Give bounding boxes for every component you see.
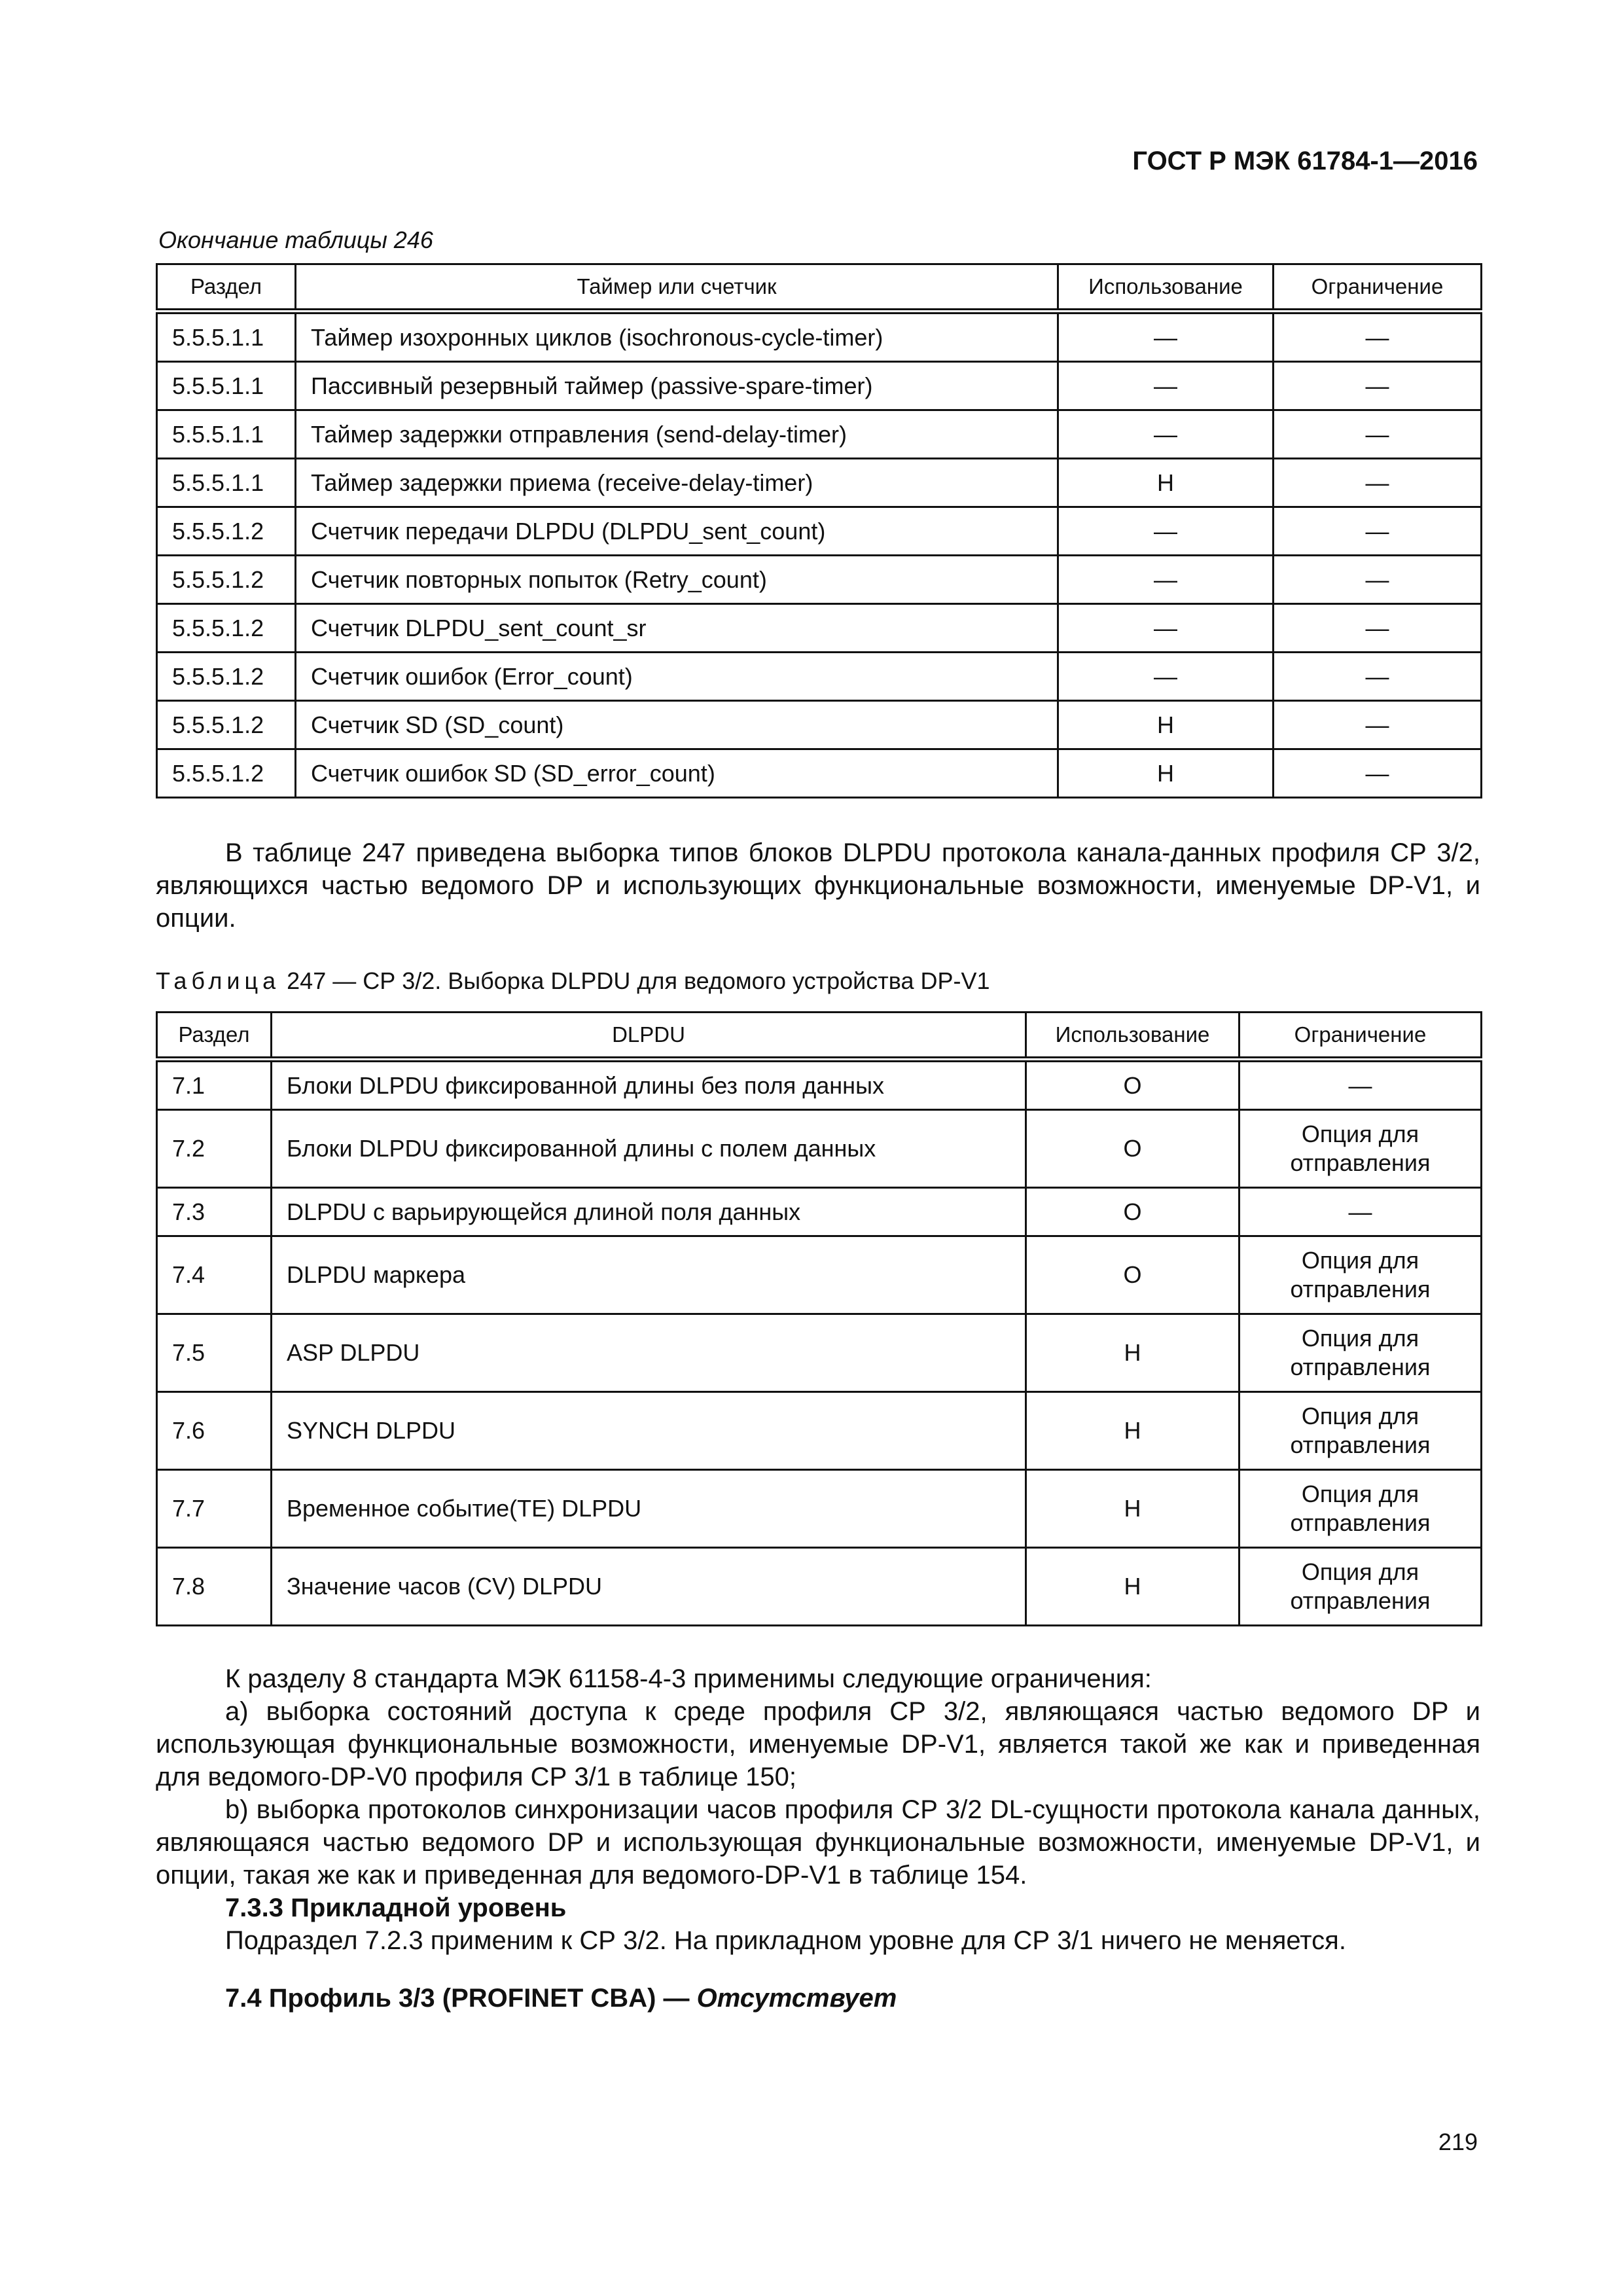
table-246-row [157, 362, 1482, 410]
timer-counter-cell: Счетчик повторных попыток (Retry_count) [296, 556, 1058, 604]
section-cell: 5.5.5.1.1 [157, 459, 296, 507]
restriction-cell: — [1274, 410, 1482, 459]
table-246-row [157, 556, 1482, 604]
restriction-cell: Опция для отправления [1240, 1548, 1482, 1626]
dlpdu-cell: Временное событие(TE) DLPDU [272, 1470, 1026, 1548]
usage-cell: Н [1026, 1392, 1240, 1470]
section-cell: 7.2 [157, 1110, 272, 1188]
usage-cell: О [1026, 1060, 1240, 1110]
timer-counter-cell: Счетчик SD (SD_count) [296, 701, 1058, 749]
dlpdu-cell: ASP DLPDU [272, 1314, 1026, 1392]
restriction-a: а) выборка состояний доступа к среде профиля СР 3/2, являющаяся частью ведомого DP и использующая функциональные возможности, именуемые DP-V1, является такой же как и приведенная для ведомого-DP-V0 профиля СР 3/1 в таблице 150; [156, 1697, 1480, 1791]
dlpdu-cell: Блоки DLPDU фиксированной длины с полем данных [272, 1110, 1026, 1188]
restriction-cell: — [1274, 312, 1482, 362]
restriction-cell: — [1274, 653, 1482, 701]
column-header: Раздел [157, 264, 296, 312]
heading-7-4-status: Отсутствует [696, 1984, 897, 2013]
column-header: DLPDU [272, 1013, 1026, 1060]
timer-counter-cell: Таймер изохронных циклов (isochronous-cycle-timer) [296, 312, 1058, 362]
section-cell: 5.5.5.1.1 [157, 410, 296, 459]
usage-cell: Н [1058, 701, 1274, 749]
table-246-row [157, 653, 1482, 701]
table-246-row [157, 459, 1482, 507]
usage-cell: О [1026, 1236, 1240, 1314]
usage-cell: — [1058, 653, 1274, 701]
usage-cell: О [1026, 1188, 1240, 1236]
restriction-cell: — [1274, 556, 1482, 604]
table-246-continuation-caption: Окончание таблицы 246 [158, 226, 433, 253]
table-247 [156, 1011, 1482, 1626]
timer-counter-cell: Счетчик ошибок (Error_count) [296, 653, 1058, 701]
column-header: Использование [1058, 264, 1274, 312]
usage-cell: Н [1058, 749, 1274, 798]
restriction-cell: Опция для отправления [1240, 1110, 1482, 1188]
timer-counter-cell: Счетчик передачи DLPDU (DLPDU_sent_count) [296, 507, 1058, 556]
table-247-row [157, 1548, 1482, 1626]
section-cell: 7.8 [157, 1548, 272, 1626]
section-heading-7-4 [156, 1982, 1480, 2015]
restriction-cell: — [1274, 362, 1482, 410]
dlpdu-cell: DLPDU с варьирующейся длиной поля данных [272, 1188, 1026, 1236]
usage-cell: Н [1058, 459, 1274, 507]
timer-counter-cell: Таймер задержки приема (receive-delay-timer) [296, 459, 1058, 507]
restriction-cell: — [1274, 604, 1482, 653]
table-246-header-row [157, 264, 1482, 312]
table-246-row [157, 604, 1482, 653]
timer-counter-cell: Счетчик ошибок SD (SD_error_count) [296, 749, 1058, 798]
intro-paragraph: В таблице 247 приведена выборка типов блоков DLPDU протокола канала-данных профиля СР 3/2, являющихся частью ведомого DP и использующих функциональные возможности, именуемые DP-V1, и опции. [156, 838, 1480, 933]
usage-cell: — [1058, 312, 1274, 362]
table-246-row [157, 701, 1482, 749]
page-number: 219 [1438, 2128, 1478, 2155]
restrictions-intro: К разделу 8 стандарта МЭК 61158-4-3 применимы следующие ограничения: [225, 1664, 1152, 1693]
section-cell: 5.5.5.1.2 [157, 604, 296, 653]
restriction-cell: — [1240, 1060, 1482, 1110]
dlpdu-cell: DLPDU маркера [272, 1236, 1026, 1314]
heading-7-4-title: 7.4 Профиль 3/3 (PROFINET CBA) — [225, 1984, 697, 2013]
column-header: Раздел [157, 1013, 272, 1060]
restriction-cell: Опция для отправления [1240, 1470, 1482, 1548]
timer-counter-cell: Таймер задержки отправления (send-delay-timer) [296, 410, 1058, 459]
usage-cell: — [1058, 362, 1274, 410]
restriction-cell: — [1274, 701, 1482, 749]
table-247-row [157, 1060, 1482, 1110]
section-cell: 7.3 [157, 1188, 272, 1236]
section-cell: 5.5.5.1.1 [157, 312, 296, 362]
table-246-row [157, 312, 1482, 362]
dlpdu-cell: SYNCH DLPDU [272, 1392, 1026, 1470]
table-246-row [157, 410, 1482, 459]
timer-counter-cell: Счетчик DLPDU_sent_count_sr [296, 604, 1058, 653]
table-247-row [157, 1392, 1482, 1470]
restriction-cell: — [1240, 1188, 1482, 1236]
table-247-row [157, 1188, 1482, 1236]
usage-cell: Н [1026, 1470, 1240, 1548]
section-cell: 5.5.5.1.2 [157, 701, 296, 749]
section-cell: 5.5.5.1.2 [157, 749, 296, 798]
table-247-row [157, 1470, 1482, 1548]
restriction-cell: — [1274, 749, 1482, 798]
table-246 [156, 263, 1482, 798]
table-246-row [157, 749, 1482, 798]
column-header: Таймер или счетчик [296, 264, 1058, 312]
section-cell: 5.5.5.1.2 [157, 507, 296, 556]
usage-cell: — [1058, 604, 1274, 653]
table-247-row [157, 1110, 1482, 1188]
column-header: Ограничение [1240, 1013, 1482, 1060]
section-cell: 5.5.5.1.2 [157, 653, 296, 701]
section-cell: 7.7 [157, 1470, 272, 1548]
restriction-b: b) выборка протоколов синхронизации часов профиля СР 3/2 DL-сущности протокола канала данных, являющаяся частью ведомого DP и использующая функциональные возможности, именуемые DP-V1, и опции, такая же как и приведенная для ведомого-DP-V1 в таблице 154. [156, 1795, 1480, 1890]
section-heading-7-3-3: 7.3.3 Прикладной уровень [225, 1893, 567, 1922]
timer-counter-cell: Пассивный резервный таймер (passive-spare-timer) [296, 362, 1058, 410]
column-header: Ограничение [1274, 264, 1482, 312]
section-cell: 5.5.5.1.1 [157, 362, 296, 410]
section-cell: 7.6 [157, 1392, 272, 1470]
usage-cell: — [1058, 507, 1274, 556]
usage-cell: Н [1026, 1548, 1240, 1626]
section-cell: 7.4 [157, 1236, 272, 1314]
section-7-3-3-text: Подраздел 7.2.3 применим к СР 3/2. На прикладном уровне для СР 3/1 ничего не меняется. [225, 1926, 1346, 1955]
standard-designation: ГОСТ Р МЭК 61784-1—2016 [1132, 147, 1478, 175]
usage-cell: — [1058, 410, 1274, 459]
restriction-cell: — [1274, 507, 1482, 556]
section-cell: 7.5 [157, 1314, 272, 1392]
restriction-cell: Опция для отправления [1240, 1314, 1482, 1392]
table-247-title: 247 — СР 3/2. Выборка DLPDU для ведомого устройства DP-V1 [280, 967, 990, 994]
dlpdu-cell: Значение часов (CV) DLPDU [272, 1548, 1026, 1626]
usage-cell: — [1058, 556, 1274, 604]
usage-cell: Н [1026, 1314, 1240, 1392]
table-247-caption [156, 967, 990, 995]
usage-cell: О [1026, 1110, 1240, 1188]
restriction-cell: Опция для отправления [1240, 1236, 1482, 1314]
table-247-row [157, 1314, 1482, 1392]
restriction-cell: — [1274, 459, 1482, 507]
table-247-row [157, 1236, 1482, 1314]
dlpdu-cell: Блоки DLPDU фиксированной длины без поля данных [272, 1060, 1026, 1110]
column-header: Использование [1026, 1013, 1240, 1060]
table-246-row [157, 507, 1482, 556]
section-cell: 7.1 [157, 1060, 272, 1110]
section-cell: 5.5.5.1.2 [157, 556, 296, 604]
table-word: Таблица [156, 967, 281, 994]
restriction-cell: Опция для отправления [1240, 1392, 1482, 1470]
table-247-header-row [157, 1013, 1482, 1060]
